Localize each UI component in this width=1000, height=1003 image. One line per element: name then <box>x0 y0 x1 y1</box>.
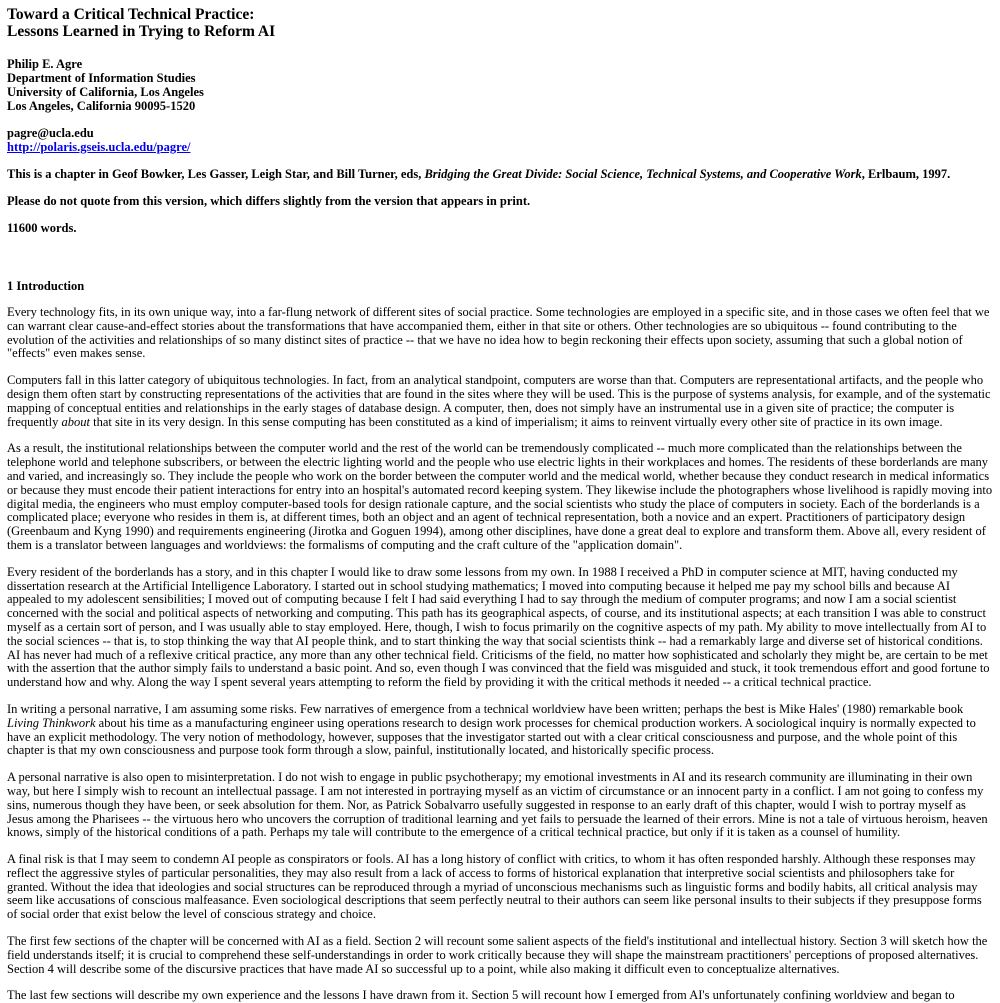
document-title <box>7 6 993 40</box>
paragraph-line <box>7 635 993 649</box>
text-run: chapter is that my own consciousness and purpose took form through a slow, painful, institutionally located, and historically specific process. <box>7 743 715 758</box>
paragraph-line <box>7 607 993 621</box>
text-run: "effects" even makes sense. <box>7 346 146 361</box>
document-page <box>7 0 993 1003</box>
text-run: sins, numerous though they have been, or seek absolution for them. Nor, as Patrick Sobalvarro usefully suggested in response to an early draft of this chapter, would I wish to portray myself as <box>7 797 966 812</box>
emphasis-text: about <box>61 414 90 429</box>
paragraph-line <box>7 402 993 416</box>
text-run: the social sciences -- that is, to stop thinking the way that AI people think, and to start thinking the way that social scientists think -- had a remarkably large and diverse set of historical conditions. <box>7 633 983 648</box>
paragraph <box>7 442 993 552</box>
paragraph-line <box>7 566 993 580</box>
paragraph-line <box>7 525 993 539</box>
paragraph-line <box>7 347 993 361</box>
paragraph-line <box>7 826 993 840</box>
text-run: concerned with the social and political aspects of networking and computing. This path has its geographical aspects, of course, and its institutional aspects; at each transition I was able to construct <box>7 606 987 621</box>
text-run: field understands itself; it is crucial to comprehend these self-understandings in order to work critically because they will shape the mainstream practitioners' perceptions of proposed alternatives. <box>7 947 979 962</box>
text-run: or because they must encode their patient interactions for entry into an hospital's automated record keeping system. They likewise include the photographers whose livelihood is rapidly moving into <box>7 482 993 497</box>
text-run: seem like accusations of conscious malfeasance. Even sociological descriptions that seem perfectly neutral to their authors can seem like personal insults to their subjects if they presuppose forms <box>7 893 982 908</box>
paragraph-line <box>7 935 993 949</box>
paragraph-line <box>7 649 993 663</box>
paragraph-line <box>7 593 993 607</box>
paragraph-line <box>7 731 993 745</box>
text-run: design them often start by constructing representations of the activities that are found in the sites where they will be used. This is the purpose of systems analysis, for example, and of the systematic <box>7 386 991 401</box>
text-run: of social order that exist below the level of conscious strategy and choice. <box>7 907 376 922</box>
paragraph-line <box>7 621 993 635</box>
chapter-note-before: This is a chapter in Geof Bowker, Les Gasser, Leigh Star, and Bill Turner, eds, <box>7 167 425 181</box>
text-run: granted. Without the idea that ideologies and social structures can be reproduced through a myriad of unconscious mechanisms such as linguistic forms and bodily habits, all critical analysis may <box>7 879 978 894</box>
paragraph-line <box>7 374 993 388</box>
text-run: appealed to my adolescent sensibilities; I moved out of computing because I felt I had said everything I had to say through the medium of computer programs; and now I am a social scientist <box>7 592 957 607</box>
paragraph-line <box>7 388 993 402</box>
author-address: Los Angeles, California 90095-1520 <box>7 99 196 113</box>
paragraph <box>7 703 993 758</box>
paragraph-line <box>7 744 993 758</box>
paragraph-line <box>7 867 993 881</box>
paragraph-line <box>7 442 993 456</box>
emphasis-text: Living Thinkwork <box>7 715 96 730</box>
book-title: Bridging the Great Divide: Social Science, Technical Systems, and Cooperative Work <box>424 167 862 181</box>
text-run: Every technology fits, in its own unique way, into a far-flung network of different sites of social practice. Some technologies are employed in a specific site, and in those cases we often feel that we <box>7 305 990 319</box>
text-run: understand how and why. Along the way I spent several years attempting to reform the field by providing it with the critical methods it needed -- a critical technical practice. <box>7 675 872 690</box>
paragraph <box>7 935 993 976</box>
paragraph-line <box>7 484 993 498</box>
text-run: evolution of the activities and relationships of so many distinct sites of practice -- that we have no idea how to begin reckoning their effects upon society, assuming that such a global notion of <box>7 332 963 347</box>
text-run: knows, simply of the historical conditions of a path. Perhaps my tale will contribute to the emergence of a critical technical practice, but only if it is taken as a counsel of humility. <box>7 825 901 840</box>
paragraph-line <box>7 963 993 977</box>
text-run: (Greenbaum and Kyng 1990) and requirements engineering (Jirotka and Goguen 1994), among other disciplines, have done a great deal to explore and transform them. Above all, every resident of <box>7 524 986 539</box>
text-run: digital media, the engineers who must employ computer-based tools for design rationale capture, and the social scientists who study the place of computers in society. Each of the borderlands is a <box>7 496 980 511</box>
paragraph <box>7 374 993 429</box>
body-text <box>7 306 993 1003</box>
text-run: A personal narrative is also open to misinterpretation. I do not wish to engage in public psychotherapy; my emotional investments in AI and its research community are illuminating in their own <box>7 770 973 785</box>
title-line-1: Toward a Critical Technical Practice: <box>7 6 255 23</box>
paragraph-line <box>7 539 993 553</box>
paragraph-line <box>7 894 993 908</box>
paragraph <box>7 566 993 690</box>
paragraph-line <box>7 853 993 867</box>
author-department: Department of Information Studies <box>7 71 196 85</box>
paragraph-line <box>7 799 993 813</box>
text-run: Computers fall in this latter category of ubiquitous technologies. In fact, from an analytical standpoint, computers are worse than that. Computers are representational artifacts, and the people who <box>7 373 984 388</box>
paragraph-line <box>7 662 993 676</box>
paragraph-line <box>7 334 993 348</box>
author-email: pagre@ucla.edu <box>7 126 94 140</box>
author-homepage-link[interactable]: http://polaris.gseis.ucla.edu/pagre/ <box>7 140 191 154</box>
text-run: AI has never had much of a reflexive critical practice, any more than any other technical field. Criticisms of the field, no matter how sophisticated and scholarly they might be, are certain to be met <box>7 647 988 662</box>
paragraph-line <box>7 703 993 717</box>
text-run: mapping of conceptual entities and relationships in the early stages of database design. A computer, then, does not simply have an instrumental use in a given site of practice; the computer is <box>7 400 955 415</box>
text-run: can warrant clear cause-and-effect stories about the transformations that have accompanied them, either in that site or others. Other technologies are so ubiquitous -- found contributing to the <box>7 318 957 333</box>
text-run: reflect the aggressive styles of particular personalities, they may also result from a lack of access to forms of historical explanation that interpretive social scientists and philosophers take for <box>7 865 955 880</box>
paragraph <box>7 989 993 1003</box>
text-run: A final risk is that I may seem to condemn AI people as conspirators or fools. AI has a long history of conflict with critics, to whom it has often responded harshly. Although these responses may <box>7 852 976 867</box>
text-run: Jesus among the Pharisees -- the virtuous hero who uncovers the corruption of traditional learning and yet fails to persuade the learned of their errors. Mine is not a tale of virtuous heroism, heaven <box>7 811 988 826</box>
text-run: and varied, and increasingly so. They include the people who work on the border between the computer world and the medical world, whether because they conduct research in medical informatics <box>7 468 990 483</box>
paragraph-line <box>7 908 993 922</box>
paragraph-line <box>7 320 993 334</box>
paragraph <box>7 771 993 840</box>
paragraph-line <box>7 511 993 525</box>
text-run: telephone world and telephone subscribers, or between the electric lighting world and the people who use electric lights in their workplaces and homes. The residents of these borderlands are many <box>7 455 989 470</box>
author-block <box>7 57 993 113</box>
text-run: Section 4 will describe some of the discursive practices that have made AI so successful up to a point, while also making it difficult even to conceptualize alternatives. <box>7 961 840 976</box>
paragraph-line <box>7 456 993 470</box>
paragraph-line <box>7 785 993 799</box>
paragraph-line <box>7 717 993 731</box>
section-heading: 1 Introduction <box>7 279 85 293</box>
contact-block <box>7 126 993 154</box>
quote-warning: Please do not quote from this version, which differs slightly from the version that appears in print. <box>7 194 531 208</box>
paragraph <box>7 306 993 361</box>
title-line-2: Lessons Learned in Trying to Reform AI <box>7 23 276 40</box>
paragraph-line <box>7 498 993 512</box>
paragraph-line <box>7 470 993 484</box>
paragraph-line <box>7 813 993 827</box>
word-count: 11600 words. <box>7 221 77 235</box>
paragraph-line <box>7 676 993 690</box>
paragraph-line <box>7 881 993 895</box>
text-run: In writing a personal narrative, I am assuming some risks. Few narratives of emergence from a technical worldview have been written; perhaps the best is Mike Hales' (1980) remarkable book <box>7 701 964 716</box>
text-run: myself as a certain sort of person, and I was usually able to stay employed. Here, though, I wish to focus primarily on the cognitive aspects of my path. My ability to move intellectually from AI to <box>7 619 987 634</box>
text-run: them is a translator between languages and worldviews: the formalisms of computing and the craft culture of the "application domain". <box>7 537 683 552</box>
text-run: have an explicit methodology. The very notion of methodology, however, supposes that the investigator started out with a clear critical consciousness and purpose, and the whole point of this <box>7 729 958 744</box>
text-run: frequently <box>7 414 62 429</box>
paragraph-line <box>7 306 993 320</box>
chapter-note-after: , Erlbaum, 1997. <box>861 167 951 181</box>
chapter-note <box>7 167 993 181</box>
text-run: As a result, the institutional relationships between the computer world and the rest of the world can be tremendously complicated -- much more complicated than the relationships between the <box>7 441 962 456</box>
text-run: that site in its very design. In this sense computing has been constituted as a kind of imperialism; it aims to reinvent virtually every other site of practice in its own image. <box>89 414 943 429</box>
text-run: with the assertion that the author simply fails to understand a basic point. And so, even though I was convinced that the field was misguided and stuck, it took tremendous effort and good fortune to <box>7 661 990 676</box>
paragraph-line <box>7 580 993 594</box>
author-name: Philip E. Agre <box>7 57 83 71</box>
text-run: complicated place; everyone who resides in them is, at different times, both an object and an agent of technical representation, both a novice and an expert. Practitioners of participatory design <box>7 510 966 525</box>
text-run: way, but here I simply wish to recount an intellectual passage. I am not interested in portraying myself as an victim of circumstance or an innocent party in a conflict. I am not going to confess my <box>7 783 984 798</box>
paragraph-line <box>7 771 993 785</box>
paragraph-line <box>7 949 993 963</box>
paragraph-line <box>7 989 993 1003</box>
text-run: The first few sections of the chapter will be concerned with AI as a field. Section 2 will recount some salient aspects of the field's institutional and intellectual history. Section 3 will sketch how the <box>7 934 988 949</box>
text-run: dissertation research at the Artificial Intelligence Laboratory. I started out in school studying mathematics; I moved into computing because it helped me pay my school bills and because AI <box>7 578 951 593</box>
text-run: about his time as a manufacturing engineer using operations research to design work processes for chemical production workers. A sociological inquiry is normally expected to <box>95 715 976 730</box>
paragraph <box>7 853 993 922</box>
text-run: The last few sections will describe my own experience and the lessons I have drawn from it. Section 5 will recount how I emerged from AI's unfortunately confining worldview and began to <box>7 988 955 1003</box>
paragraph-line <box>7 416 993 430</box>
text-run: Every resident of the borderlands has a story, and in this chapter I would like to draw some lessons from my own. In 1988 I received a PhD in computer science at MIT, having conducted my <box>7 564 958 579</box>
author-university: University of California, Los Angeles <box>7 85 204 99</box>
